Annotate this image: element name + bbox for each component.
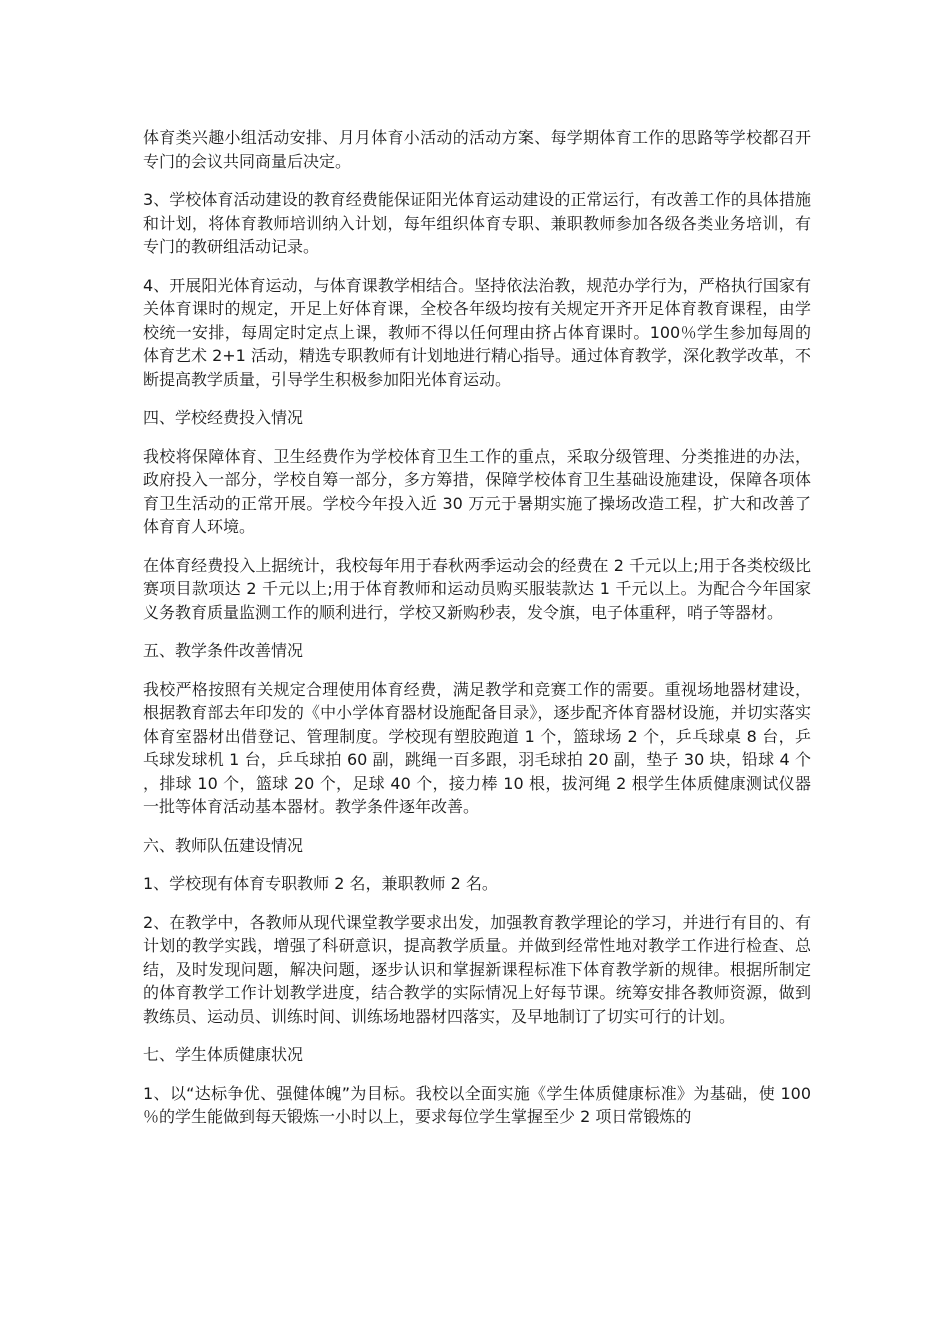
section-heading-7: 七、学生体质健康状况 — [143, 1045, 304, 1064]
paragraph-equipment: 我校严格按照有关规定合理使用体育经费，满足教学和竞赛工作的需要。重视场地器材建设，根据教育部去年印发的《中小学体育器材设施配备目录》，逐步配齐体育器材设施，并切实落实体育室器材出借登记、管理制度。学校现有塑胶跑道 1 个，篮球场 2 个，乒乓球桌 8 台，乒乓球发球机 1 台，乒乓球拍 60 副，跳绳一百多跟，羽毛球拍 20 副，垫子 30 块，铅球 4 个，排球 10 个，篮球 20 个，足球 40 个，接力棒 10 根，拔河绳 2 根学生体质健康测试仪器一批等体育活动基本器材。教学条件逐年改善。 — [143, 679, 811, 816]
document-body — [143, 126, 811, 1144]
section-heading-6: 六、教师队伍建设情况 — [143, 835, 304, 855]
paragraph-teaching-practice: 2、在教学中，各教师从现代课堂教学要求出发，加强教育教学理论的学习，并进行有目的、有计划的教学实践，增强了科研意识，提高教学质量。并做到经常性地对教学工作进行检查、总结，及时发现问题，解决问题，逐步认识和掌握新课程标准下体育教学新的规律。根据所制定的体育教学工作计划教学进度，结合教学的实际情况上好每节课。统筹安排各教师资源，做到教练员、运动员、训练时间、训练场地器材四落实，及早地制订了切实可行的计划。 — [143, 912, 811, 1026]
paragraph-interest-groups: 体育类兴趣小组活动安排、月月体育小活动的活动方案、每学期体育工作的思路等学校都召开专门的会议共同商量后决定。 — [143, 128, 811, 171]
paragraph-funding-guarantee: 我校将保障体育、卫生经费作为学校体育卫生工作的重点，采取分级管理、分类推进的办法，政府投入一部分，学校自筹一部分，多方筹措，保障学校体育卫生基础设施建设，保障各项体育卫生活动的正常开展。学校今年投入近 30 万元于暑期实施了操场改造工程，扩大和改善了体育育人环境。 — [143, 446, 811, 536]
paragraph-funding-statistics: 在体育经费投入上据统计，我校每年用于春秋两季运动会的经费在 2 千元以上;用于各类校级比赛项目款项达 2 千元以上;用于体育教师和运动员购买服装款达 1 千元以上。为配合今年国家义务教育质量监测工作的顺利进行，学校又新购秒表，发令旗，电子体重秤，哨子等器材。 — [143, 555, 811, 622]
section-heading-4: 四、学校经费投入情况 — [143, 408, 304, 427]
paragraph-item-3-funding: 3、学校体育活动建设的教育经费能保证阳光体育运动建设的正常运行，有改善工作的具体措施和计划，将体育教师培训纳入计划，每年组织体育专职、兼职教师参加各级各类业务培训，有专门的教研组活动记录。 — [143, 190, 811, 256]
paragraph-student-fitness: 1、以“达标争优、强健体魄”为目标。我校以全面实施《学生体质健康标准》为基础，使 100％的学生能做到每天锻炼一小时以上，要求每位学生掌握至少 2 项日常锻炼的 — [143, 1083, 811, 1126]
paragraph-item-4-sunshine-sports: 4、开展阳光体育运动，与体育课教学相结合。坚持依法治教，规范办学行为，严格执行国家有关体育课时的规定，开足上好体育课，全校各年级均按有关规定开齐开足体育教育课程，由学校统一安排，每周定时定点上课，教师不得以任何理由挤占体育课时。100％学生参加每周的体育艺术 2+1 活动，精选专职教师有计划地进行精心指导。通过体育教学，深化教学改革，不断提高教学质量，引导学生积极参加阳光体育运动。 — [143, 275, 811, 389]
paragraph-teacher-count: 1、学校现有体育专职教师 2 名，兼职教师 2 名。 — [143, 874, 498, 893]
section-heading-5: 五、教学条件改善情况 — [143, 641, 304, 660]
